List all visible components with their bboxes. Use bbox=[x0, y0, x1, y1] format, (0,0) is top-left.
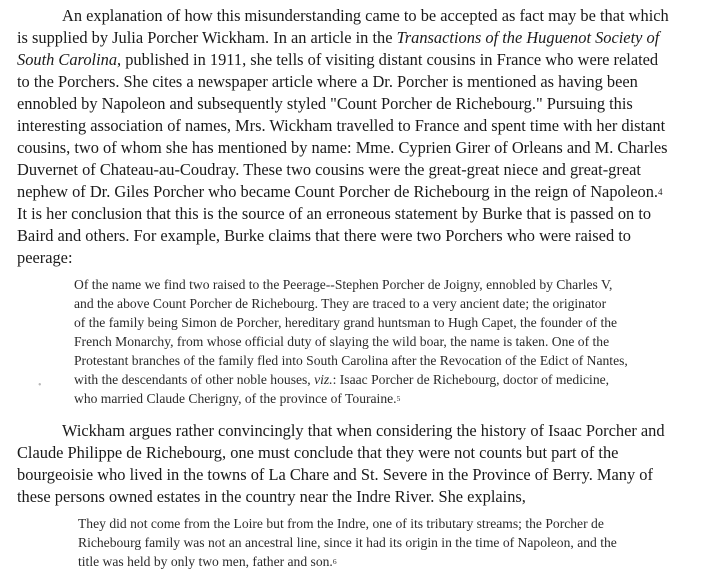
text: and the above Count Porcher de Richebourg. They are traced to a very ancient date; the originator bbox=[74, 296, 607, 311]
quote-line bbox=[78, 535, 617, 551]
quote-line bbox=[74, 334, 609, 350]
paragraph-line bbox=[17, 226, 631, 246]
text: They did not come from the Loire but from the Indre, one of its tributary streams; the Porcher de bbox=[78, 516, 604, 531]
paragraph-line bbox=[62, 6, 669, 26]
footnote-marker: 4 bbox=[658, 186, 663, 197]
text: with the descendants of other noble houses, bbox=[74, 372, 315, 387]
text: is supplied by Julia Porcher Wickham. In an article in the bbox=[17, 28, 397, 47]
text: these persons owned estates in the country near the Indre River. She explains, bbox=[17, 487, 526, 506]
paragraph-line bbox=[17, 160, 641, 180]
text: Of the name we find two raised to the Peerage--Stephen Porcher de Joigny, ennobled by Charles V, bbox=[74, 277, 613, 292]
text: peerage: bbox=[17, 248, 73, 267]
text: to the Porchers. She cites a newspaper article where a Dr. Porcher is mentioned as having been bbox=[17, 72, 638, 91]
quote-line bbox=[74, 391, 400, 407]
footnote-marker: 5 bbox=[396, 394, 401, 404]
quote-line bbox=[78, 516, 604, 532]
text: Protestant branches of the family fled into South Carolina after the Revocation of the Edict of Nantes, bbox=[74, 353, 628, 368]
text: Baird and others. For example, Burke claims that there were two Porchers who were raised to bbox=[17, 226, 632, 245]
quote-line bbox=[74, 277, 612, 293]
text: Claude Philippe de Richebourg, one must conclude that they were not counts but part of the bbox=[17, 443, 619, 462]
journal-title: Transactions of the Huguenot Society of bbox=[396, 28, 660, 47]
text-italic: viz. bbox=[314, 372, 333, 387]
paragraph-line bbox=[17, 138, 668, 158]
paragraph-line bbox=[17, 487, 526, 507]
text: interesting association of names, Mrs. Wickham travelled to France and spent time with her distant bbox=[17, 116, 666, 135]
text: ennobled by Napoleon and subsequently styled "Count Porcher de Richebourg." Pursuing this bbox=[17, 94, 633, 113]
text: : Isaac Porcher de Richebourg, doctor of medicine, bbox=[332, 372, 610, 387]
paragraph-line bbox=[17, 28, 659, 48]
text: , published in 1911, she tells of visiting distant cousins in France who were related bbox=[117, 50, 659, 69]
paragraph-line bbox=[17, 182, 663, 202]
paragraph-line bbox=[17, 204, 651, 224]
text: Wickham argues rather convincingly that when considering the history of Isaac Porcher and bbox=[62, 421, 665, 440]
paragraph-line bbox=[17, 50, 658, 70]
paragraph-line bbox=[17, 443, 618, 463]
text: Duvernet of Chateau-au-Coudray. These two cousins were the great-great niece and great-great bbox=[17, 160, 641, 179]
text: It is her conclusion that this is the source of an erroneous statement by Burke that is passed on to bbox=[17, 204, 652, 223]
footnote-marker: 6 bbox=[332, 557, 337, 567]
quote-line bbox=[78, 554, 337, 570]
paragraph-line bbox=[17, 72, 638, 92]
text: French Monarchy, from whose official duty of slaying the wild boar, the name is taken. One of the bbox=[74, 334, 610, 349]
text: Richebourg family was not an ancestral line, since it had its origin in the time of Napoleon, and the bbox=[78, 535, 617, 550]
paragraph-line bbox=[17, 465, 653, 485]
quote-line bbox=[74, 353, 628, 369]
paragraph-line bbox=[17, 94, 633, 114]
text: cousins, two of whom she has mentioned by name: Mme. Cyprien Girer of Orleans and M. Charles bbox=[17, 138, 668, 157]
text: who married Claude Cherigny, of the province of Touraine. bbox=[74, 391, 397, 406]
text: title was held by only two men, father and son. bbox=[78, 554, 333, 569]
paragraph-line bbox=[62, 421, 665, 441]
paragraph-line bbox=[17, 248, 73, 268]
quote-line bbox=[74, 372, 609, 388]
text: of the family being Simon de Porcher, hereditary grand huntsman to Hugh Capet, the founder of the bbox=[74, 315, 618, 330]
text: bourgeoisie who lived in the towns of La Chare and St. Severe in the Province of Berry. Many of bbox=[17, 465, 653, 484]
text: An explanation of how this misunderstanding came to be accepted as fact may be that which bbox=[62, 6, 669, 25]
paragraph-line bbox=[17, 116, 665, 136]
scan-speck-icon: • bbox=[38, 380, 42, 391]
text: nephew of Dr. Giles Porcher who became Count Porcher de Richebourg in the reign of Napoleon. bbox=[17, 182, 659, 201]
journal-title: South Carolina bbox=[17, 50, 118, 69]
quote-line bbox=[74, 296, 606, 312]
quote-line bbox=[74, 315, 617, 331]
